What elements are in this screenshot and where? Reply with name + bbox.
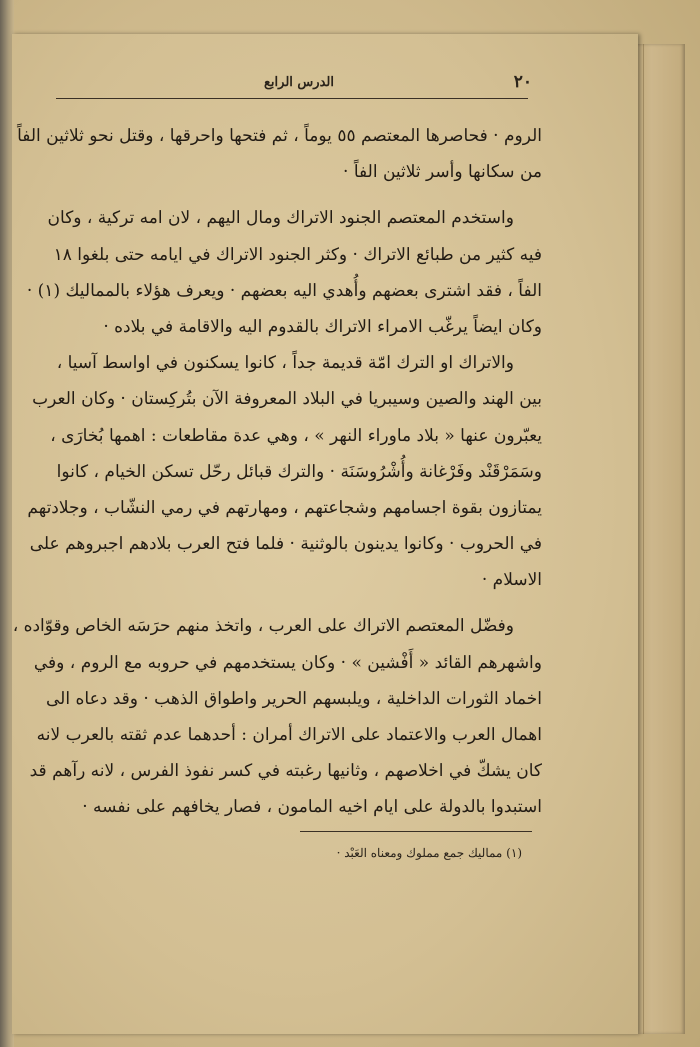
text-line: في الحروب · وكانوا يدينون بالوثنية · فلما فتح العرب بلادهم اجبروهم على [29, 534, 542, 555]
body-text [12, 118, 542, 826]
page-number: ٢٠ [513, 72, 532, 92]
header-rule [56, 98, 528, 99]
text-line: بين الهند والصين وسيبريا في البلاد المعروفة الآن بتُركِستان · وكان العرب [32, 389, 542, 410]
footnote: (١) مماليك جمع مملوك ومعناه العَبْد · [336, 846, 522, 860]
text-line: وفضّل المعتصم الاتراك على العرب ، واتخذ منهم حرَسَه الخاص وقوّاده ، [12, 616, 514, 637]
text-line: كان يشكّ في اخلاصهم ، وثانيها رغبته في كسر نفوذ الفرس ، لانه رآهم قد [29, 761, 542, 782]
text-line: وكان ايضاً يرغّب الامراء الاتراك بالقدوم اليه والاقامة في بلاده · [103, 316, 542, 337]
text-line: والاتراك او الترك امّة قديمة جداً ، كانوا يسكنون في اواسط آسيا ، [56, 353, 514, 374]
text-line: واستخدم المعتصم الجنود الاتراك ومال اليهم ، لان امه تركية ، وكان [47, 208, 514, 229]
text-line: يعبّرون عنها « بلاد ماوراء النهر » ، وهي عدة مقاطعات : اهمها بُخارَى ، [50, 425, 542, 446]
running-title: الدرس الرابع [264, 75, 334, 90]
text-line: الاسلام · [481, 570, 542, 591]
text-line: واشهرهم القائد « أَفْشين » · وكان يستخدمهم في حروبه مع الروم ، وفي [33, 652, 542, 673]
page-header [56, 72, 532, 96]
text-line: يمتازون بقوة اجسامهم وشجاعتهم ، ومهارتهم في رمي النشّاب ، وجلادتهم [27, 497, 542, 518]
text-line: من سكانها وأسر ثلاثين الفاً · [343, 162, 542, 183]
text-line: اخماد الثورات الداخلية ، ويلبسهم الحرير واطواق الذهب · وقد دعاه الى [46, 688, 542, 709]
text-line: وسَمَرْقَنْد وفَرْغانة وأُشْرُوسَنَة · والترك قبائل رحّل تسكن الخيام ، كانوا [56, 461, 542, 482]
text-line: فيه كثير من طبائع الاتراك · وكثر الجنود الاتراك في ايامه حتى بلغوا ١٨ [53, 244, 542, 265]
footnote-rule [300, 831, 532, 832]
text-line: استبدوا بالدولة على ايام اخيه المامون ، فصار يخافهم على نفسه · [82, 797, 542, 818]
text-line: الروم · فحاصرها المعتصم ٥٥ يوماً ، ثم فتحها واحرقها ، وقتل نحو ثلاثين الفاً [17, 126, 542, 146]
text-line: الفاً ، فقد اشترى بعضهم وأُهدي اليه بعضهم · ويعرف هؤلاء بالمماليك (١) · [26, 280, 542, 301]
text-line: اهمال العرب والاعتماد على الاتراك أمران : أحدهما عدم ثقته بالعرب لانه [36, 725, 542, 745]
